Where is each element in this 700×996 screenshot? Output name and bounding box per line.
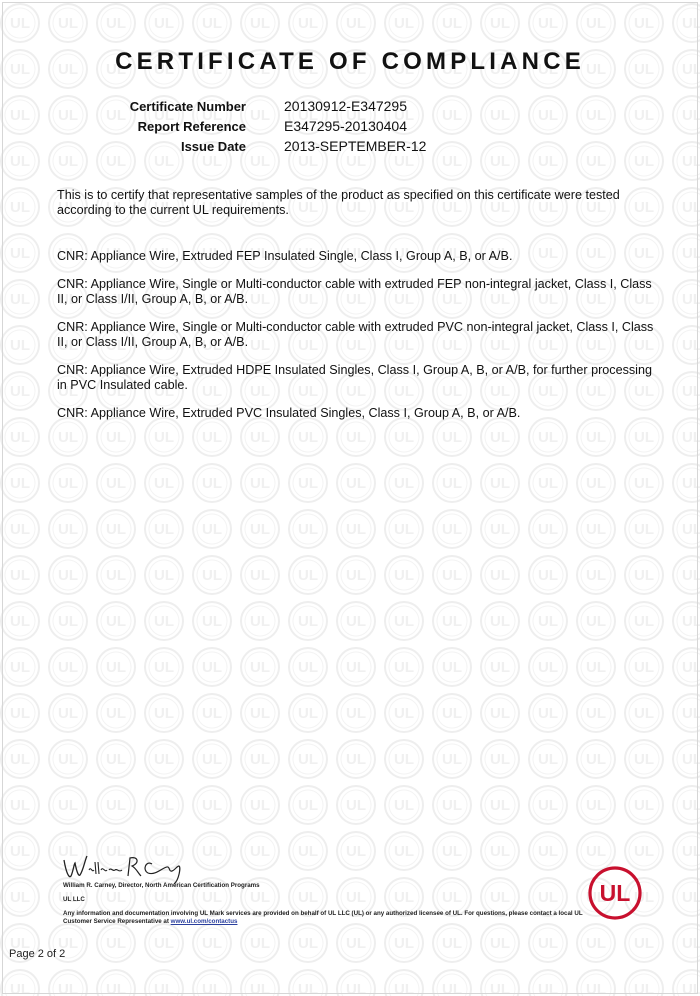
meta-row-certificate-number — [0, 96, 700, 116]
product-entry: CNR: Appliance Wire, Single or Multi-conductor cable with extruded FEP non-integral jacket, Class I, Class II, or Class I/II, Group A, B, or A/B. — [57, 277, 652, 306]
product-entry: CNR: Appliance Wire, Single or Multi-conductor cable with extruded PVC non-integral jacket, Class I, Class II, or Class I/II, Group A, B, or A/B. — [57, 320, 654, 349]
disclaimer-body: Any information and documentation involving UL Mark services are provided on behalf of UL LLC (UL) or any authorized licensee of UL. For questions, please contact a local UL Customer Service Representative at — [63, 910, 583, 925]
meta-label: Issue Date — [180, 138, 246, 154]
ul-logo-text: UL — [599, 880, 631, 906]
certificate-meta — [0, 96, 700, 156]
meta-label: Report Reference — [137, 118, 246, 134]
organization-name: UL LLC — [63, 896, 85, 903]
product-entry: CNR: Appliance Wire, Extruded FEP Insulated Single, Class I, Group A, B, or A/B. — [57, 249, 513, 263]
meta-value: E347295-20130404 — [284, 118, 408, 134]
meta-value: 20130912-E347295 — [284, 98, 408, 114]
meta-row-issue-date — [0, 136, 700, 156]
meta-row-report-reference — [0, 116, 700, 136]
certification-statement: This is to certify that representative samples of the product as specified on this certificate were tested according to the current UL requirements. — [57, 188, 620, 217]
product-entry: CNR: Appliance Wire, Extruded PVC Insulated Singles, Class I, Group A, B, or A/B. — [57, 406, 521, 420]
meta-value: 2013-SEPTEMBER-12 — [284, 138, 427, 154]
product-entry: CNR: Appliance Wire, Extruded HDPE Insulated Singles, Class I, Group A, B, or A/B, for further processing in PVC Insulated cable. — [57, 363, 652, 392]
signature — [60, 846, 190, 886]
handwritten-signature-icon — [60, 846, 190, 886]
ul-logo-icon — [587, 865, 643, 921]
page-title: CERTIFICATE OF COMPLIANCE — [115, 48, 585, 75]
page-number: Page 2 of 2 — [9, 948, 66, 960]
signer-name: William R. Carney, Director, North American Certification Programs — [63, 882, 260, 889]
product-list — [57, 249, 657, 434]
disclaimer-text — [63, 910, 583, 926]
contact-link[interactable]: www.ul.com/contactus — [170, 918, 238, 925]
meta-label: Certificate Number — [129, 98, 246, 114]
